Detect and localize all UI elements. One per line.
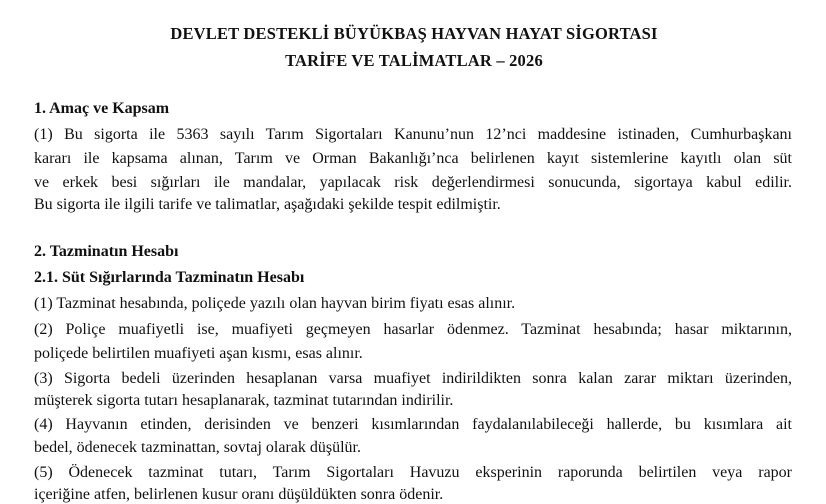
- section-2-paragraph-line: (4) Hayvanın etinden, derisinden ve benzeri kısımlarından faydalanılabileceği hallerde, bu kısımlara ait: [34, 416, 792, 433]
- section-2-heading: 2. Tazminatın Hesabı: [34, 243, 179, 260]
- section-2-paragraph-line: bedel, ödenecek tazminattan, sovtaj olarak düşülür.: [34, 439, 361, 456]
- section-1-line: kararı ile kapsama alınan, Tarım ve Orman Bakanlığı’nca belirlenen kayıt sistemlerine kayıtlı olan süt: [34, 150, 792, 167]
- document-title-line-1: DEVLET DESTEKLİ BÜYÜKBAŞ HAYVAN HAYAT SİGORTASI: [170, 24, 658, 43]
- section-2-paragraph-line: (5) Ödenecek tazminat tutarı, Tarım Sigortaları Havuzu eksperinin raporunda belirtilen veya rapor: [34, 464, 792, 481]
- section-2-paragraph-line: içeriğine atfen, belirlenen kusur oranı düşüldükten sonra ödenir.: [34, 486, 444, 503]
- section-2-paragraph-line: müşterek sigorta tutarı hesaplanarak, tazminat tutarından indirilir.: [34, 392, 454, 409]
- section-2-paragraph-line: (3) Sigorta bedeli üzerinden hesaplanan varsa muafiyet indirildikten sonra kalan zarar miktarı üzerinden,: [34, 370, 792, 387]
- section-2-paragraph-line: (2) Poliçe muafiyetli ise, muafiyeti geçmeyen hasarlar ödenmez. Tazminat hesabında; hasar miktarının,: [34, 321, 792, 338]
- section-1-line: ve erkek besi sığırları ile mandalar, yapılacak risk değerlendirmesi sonucunda, sigortaya kabul edilir.: [34, 174, 792, 191]
- section-2-paragraph-line: poliçede belirtilen muafiyeti aşan kısmı, esas alınır.: [34, 345, 363, 362]
- section-1-line: Bu sigorta ile ilgili tarife ve talimatlar, aşağıdaki şekilde tespit edilmiştir.: [34, 196, 501, 213]
- section-2-1-subheading: 2.1. Süt Sığırlarında Tazminatın Hesabı: [34, 269, 305, 286]
- section-2-paragraph-line: (1) Tazminat hesabında, poliçede yazılı olan hayvan birim fiyatı esas alınır.: [34, 295, 516, 312]
- section-1-heading: 1. Amaç ve Kapsam: [34, 100, 170, 117]
- document-page: [34, 0, 794, 503]
- section-1-line: (1) Bu sigorta ile 5363 sayılı Tarım Sigortaları Kanunu’nun 12’nci maddesine istinaden, Cumhurbaşkanı: [34, 126, 792, 143]
- document-title-line-2: TARİFE VE TALİMATLAR – 2026: [285, 51, 543, 70]
